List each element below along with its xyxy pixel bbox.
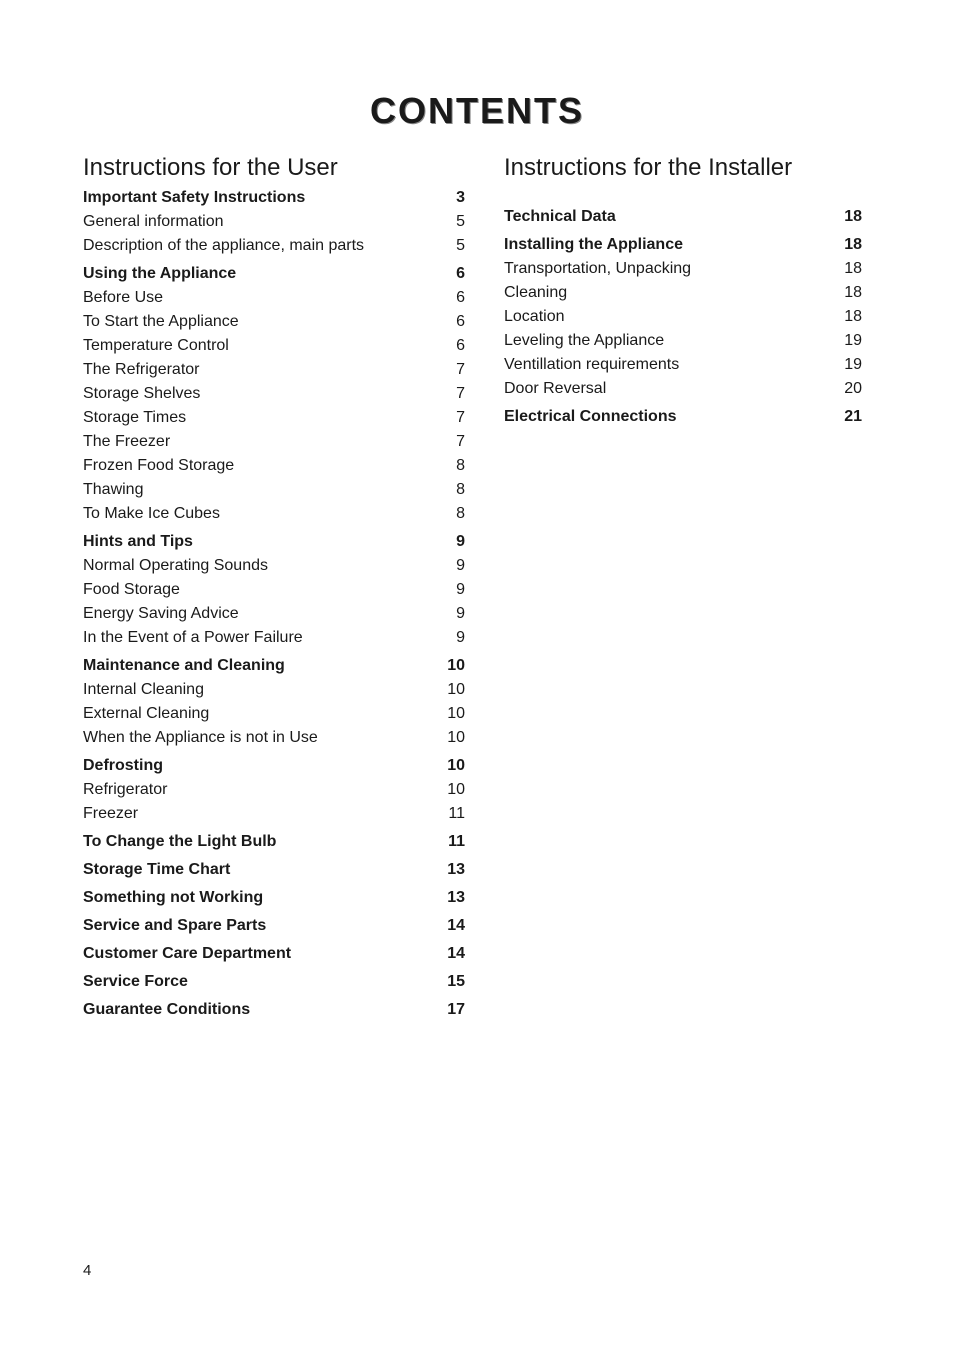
- page-title: CONTENTS: [370, 90, 584, 131]
- toc-subsection-entry: [83, 334, 465, 358]
- installer-instructions-heading: Instructions for the Installer: [504, 154, 793, 181]
- toc-entry-page: 10: [447, 781, 465, 798]
- toc-entry-page: 14: [447, 945, 465, 962]
- toc-entry-page: 8: [456, 481, 465, 498]
- toc-entry-label: Location: [504, 308, 565, 325]
- toc-entry-label: Thawing: [83, 481, 144, 498]
- toc-section-entry: [504, 233, 862, 257]
- toc-entry-page: 18: [844, 236, 862, 253]
- toc-subsection-entry: [83, 502, 465, 526]
- toc-entry-page: 9: [456, 581, 465, 598]
- toc-entry-label: Ventillation requirements: [504, 356, 680, 373]
- toc-entry-label: Internal Cleaning: [83, 681, 204, 698]
- toc-entry-page: 14: [447, 917, 465, 934]
- toc-entry-label: Food Storage: [83, 581, 180, 598]
- toc-section-entry: [83, 754, 465, 778]
- toc-entry-label: Freezer: [83, 805, 139, 822]
- toc-entry-page: 17: [447, 1001, 465, 1018]
- toc-subsection-entry: [83, 454, 465, 478]
- toc-entry-label: Service Force: [83, 973, 188, 990]
- toc-entry-page: 7: [456, 409, 465, 426]
- toc-entry-page: 18: [844, 284, 862, 301]
- toc-subsection-entry: [83, 478, 465, 502]
- toc-entry-label: Before Use: [83, 289, 164, 306]
- toc-entry-label: Door Reversal: [504, 380, 607, 397]
- toc-section-entry: [504, 205, 862, 229]
- toc-subsection-entry: [83, 802, 465, 826]
- toc-entry-label: Important Safety Instructions: [83, 189, 306, 206]
- toc-section-entry: [83, 970, 465, 994]
- installer-instructions-column: [504, 153, 862, 429]
- toc-entry-page: 10: [447, 705, 465, 722]
- toc-entry-page: 11: [448, 805, 465, 822]
- toc-entry-page: 5: [456, 237, 465, 254]
- user-toc-list: [83, 186, 465, 1022]
- toc-entry-page: 3: [456, 189, 465, 206]
- toc-entry-label: Guarantee Conditions: [83, 1001, 251, 1018]
- toc-entry-label: Defrosting: [83, 757, 163, 774]
- toc-entry-page: 10: [447, 657, 465, 674]
- toc-entry-label: To Change the Light Bulb: [83, 833, 277, 850]
- toc-entry-page: 20: [844, 380, 862, 397]
- toc-subsection-entry: [83, 310, 465, 334]
- toc-entry-label: Service and Spare Parts: [83, 917, 267, 934]
- toc-entry-label: Leveling the Appliance: [504, 332, 665, 349]
- toc-entry-page: 6: [456, 337, 465, 354]
- toc-entry-page: 6: [456, 289, 465, 306]
- toc-entry-page: 18: [844, 260, 862, 277]
- toc-entry-label: To Start the Appliance: [83, 313, 239, 330]
- toc-entry-label: To Make Ice Cubes: [83, 505, 220, 522]
- toc-subsection-entry: [83, 678, 465, 702]
- toc-subsection-entry: [83, 234, 465, 258]
- toc-entry-page: 13: [447, 889, 465, 906]
- toc-entry-page: 10: [447, 729, 465, 746]
- toc-entry-label: Hints and Tips: [83, 533, 193, 550]
- toc-entry-label: Using the Appliance: [83, 265, 237, 282]
- toc-entry-page: 19: [844, 356, 862, 373]
- toc-entry-page: 19: [844, 332, 862, 349]
- toc-entry-label: Installing the Appliance: [504, 236, 683, 253]
- toc-subsection-entry: [83, 626, 465, 650]
- toc-entry-label: Frozen Food Storage: [83, 457, 235, 474]
- toc-entry-page: 8: [456, 457, 465, 474]
- toc-subsection-entry: [83, 578, 465, 602]
- user-instructions-column: [83, 153, 465, 1022]
- toc-subsection-entry: [504, 329, 862, 353]
- toc-entry-label: Cleaning: [504, 284, 568, 301]
- toc-section-entry: [83, 654, 465, 678]
- toc-entry-label: Maintenance and Cleaning: [83, 657, 285, 674]
- toc-subsection-entry: [83, 382, 465, 406]
- toc-entry-page: 10: [447, 681, 465, 698]
- toc-entry-page: 7: [456, 361, 465, 378]
- toc-entry-page: 13: [447, 861, 465, 878]
- toc-subsection-entry: [83, 554, 465, 578]
- toc-entry-label: Something not Working: [83, 889, 264, 906]
- toc-subsection-entry: [83, 406, 465, 430]
- toc-entry-label: Customer Care Department: [83, 945, 292, 962]
- toc-entry-label: External Cleaning: [83, 705, 210, 722]
- toc-section-entry: [83, 858, 465, 882]
- toc-entry-label: The Freezer: [83, 433, 171, 450]
- toc-entry-label: Normal Operating Sounds: [83, 557, 268, 574]
- toc-entry-page: 9: [456, 533, 465, 550]
- user-instructions-heading: Instructions for the User: [83, 154, 338, 181]
- toc-section-entry: [83, 886, 465, 910]
- toc-section-entry: [83, 186, 465, 210]
- toc-entry-label: The Refrigerator: [83, 361, 200, 378]
- toc-subsection-entry: [83, 210, 465, 234]
- toc-entry-label: General information: [83, 213, 224, 230]
- toc-entry-page: 8: [456, 505, 465, 522]
- toc-subsection-entry: [83, 286, 465, 310]
- toc-entry-page: 18: [844, 208, 862, 225]
- toc-entry-label: Refrigerator: [83, 781, 168, 798]
- toc-entry-page: 6: [456, 265, 465, 282]
- toc-section-entry: [83, 830, 465, 854]
- toc-section-entry: [83, 942, 465, 966]
- toc-entry-page: 11: [448, 833, 465, 850]
- toc-entry-label: Storage Shelves: [83, 385, 201, 402]
- toc-subsection-entry: [83, 602, 465, 626]
- toc-entry-label: When the Appliance is not in Use: [83, 729, 318, 746]
- toc-entry-page: 6: [456, 313, 465, 330]
- toc-entry-page: 9: [456, 557, 465, 574]
- installer-toc-list: [504, 205, 862, 429]
- toc-entry-page: 7: [456, 385, 465, 402]
- toc-entry-label: Temperature Control: [83, 337, 229, 354]
- toc-entry-page: 21: [844, 408, 862, 425]
- toc-entry-label: Storage Time Chart: [83, 861, 231, 878]
- toc-subsection-entry: [504, 305, 862, 329]
- toc-entry-page: 9: [456, 605, 465, 622]
- toc-entry-label: Storage Times: [83, 409, 187, 426]
- toc-section-entry: [83, 262, 465, 286]
- toc-entry-label: In the Event of a Power Failure: [83, 629, 303, 646]
- toc-subsection-entry: [83, 430, 465, 454]
- toc-subsection-entry: [83, 778, 465, 802]
- page-number: 4: [83, 1262, 92, 1279]
- toc-entry-label: Energy Saving Advice: [83, 605, 239, 622]
- toc-subsection-entry: [504, 281, 862, 305]
- toc-section-entry: [83, 914, 465, 938]
- toc-entry-page: 5: [456, 213, 465, 230]
- toc-subsection-entry: [504, 353, 862, 377]
- toc-subsection-entry: [504, 257, 862, 281]
- toc-entry-page: 10: [447, 757, 465, 774]
- toc-entry-label: Transportation, Unpacking: [504, 260, 692, 277]
- toc-subsection-entry: [504, 377, 862, 401]
- toc-entry-page: 18: [844, 308, 862, 325]
- toc-section-entry: [504, 405, 862, 429]
- toc-entry-page: 7: [456, 433, 465, 450]
- toc-section-entry: [83, 998, 465, 1022]
- toc-entry-page: 15: [447, 973, 465, 990]
- toc-subsection-entry: [83, 358, 465, 382]
- toc-entry-page: 9: [456, 629, 465, 646]
- toc-entry-label: Electrical Connections: [504, 408, 677, 425]
- toc-subsection-entry: [83, 726, 465, 750]
- toc-section-entry: [83, 530, 465, 554]
- toc-entry-label: Description of the appliance, main parts: [83, 237, 365, 254]
- toc-entry-label: Technical Data: [504, 208, 616, 225]
- toc-subsection-entry: [83, 702, 465, 726]
